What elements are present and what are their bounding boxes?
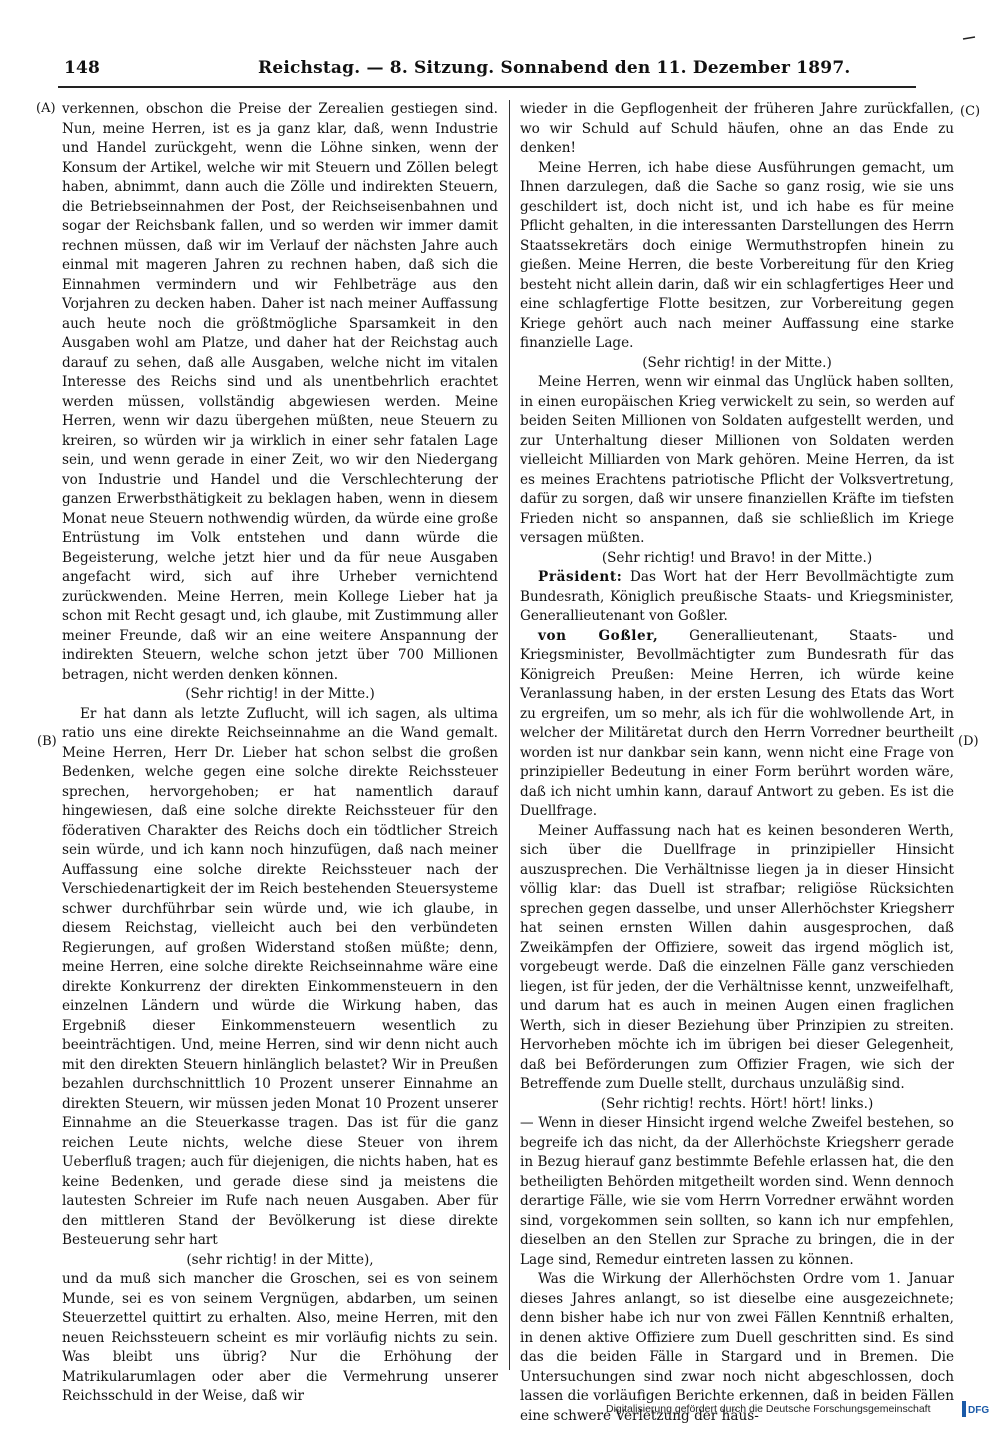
- speech-text: Das Wort hat der Herr Bevollmächtigte zum Bundesrath, Königlich preußische Staats- und Kriegsminister, Generallieutenant von Goßler.: [520, 569, 954, 624]
- column-rule: [509, 100, 510, 1370]
- paragraph: verkennen, obschon die Preise der Zerealien gestiegen sind. Nun, meine Herren, ist es ja ganz klar, daß, wenn Industrie und Handel zurückgeht, wenn die Löhne sinken, wenn der Konsum der Artikel, welche wir mit Steuern und Zöllen belegt haben, abnimmt, dann auch die Zölle und indirekten Steuern, die Betriebseinnahmen der Post, der Reichseisenbahnen und sogar der Reichsbank fallen, und so werden wir immer damit rechnen müssen, daß wir im Verlauf der nächsten Jahre auch einmal mit mageren Jahren zu rechnen haben, daß sich die Einnahmen vermindern und wir Fehlbeträge aus den Vorjahren zu decken haben. Daher ist nach meiner Auffassung auch heute noch die größtmögliche Sparsamkeit in den Ausgaben wohl am Platze, und daher hat der Reichstag auch darauf zu sehen, daß alle Ausgaben, welche nicht im vitalen Interesse des Reichs sind und als unentbehrlich erachtet werden müssen, vollständig abgewiesen werden. Meine Herren, wenn wir dazu übergehen müßten, neue Steuern zu kreiren, so würden wir ja wirklich in einer sehr fatalen Lage sein, und wenn gerade in einer Zeit, wo wir den Niedergang von Industrie und Handel und die Verschlechterung der ganzen Erwerbsthätigkeit zu beklagen haben, wenn in diesem Monat neue Steuern nothwendig würden, da würde eine große Entrüstung im Volk entstehen und dann würde die Begeisterung, welche jetzt hier und da für neue Ausgaben angefacht wird, sich auf ihre Urheber vernichtend zurückwenden. Meine Herren, mein Kollege Lieber hat ja schon mit Recht gesagt und, ich glaube, mit Zustimmung aller meiner Freunde, daß wir an eine weitere Anspannung der indirekten Steuern, welche schon jetzt über 700 Millionen betragen, nicht werden denken können.: [62, 101, 498, 683]
- speaker-name: von Goßler,: [538, 627, 659, 644]
- paragraph: Was die Wirkung der Allerhöchsten Ordre vom 1. Januar dieses Jahres anlangt, so ist dieselbe eine ausgezeichnete; denn bisher habe ich nur von zwei Fällen Kenntniß erhalten, in denen aktive Offiziere zum Duell geschritten sind. Es sind das die beiden Fälle in Stargard und in Bremen. Die Untersuchungen sind zwar noch nicht abgeschlossen, doch lassen die vorläufigen Berichte erkennen, daß in beiden Fällen eine schwere Verletzung der häus-: [520, 1271, 954, 1424]
- margin-mark-a: (A): [36, 101, 56, 116]
- footer-credit: Digitalisierung gefördert durch die Deutsche Forschungsgemeinschaft: [606, 1403, 931, 1415]
- paragraph: Meiner Auffassung nach hat es keinen besonderen Werth, sich über die Duellfrage in prinzipieller Hinsicht auszusprechen. Die Verhältnisse liegen ja in dieser Hinsicht völlig klar: das Duell ist strafbar; religiöse Rücksichten sprechen gegen dasselbe, und unser Allerhöchster Kriegsherr hat seinen ernsten Willen dahin ausgesprochen, daß Zweikämpfen der Offiziere, soweit das irgend möglich ist, vorgebeugt werde. Daß die einzelnen Fälle ganz verschieden liegen, ist für jeden, der die Verhältnisse kennt, unzweifelhaft, und darum hat es auch in meinen Augen einen fraglichen Werth, sich in dieser Beziehung über Prinzipien zu streiten. Hervorheben möchte ich im übrigen bei dieser Gelegenheit, daß bei Beförderungen zum Offizier Fragen, wie sich der Betreffende zum Duelle stellt, durchaus unzuläßig sind.: [520, 822, 954, 1092]
- paragraph: und da muß sich mancher die Groschen, sei es von seinem Munde, sei es von seinem Vergnügen, abdarben, um seinen Steuerzettel quittirt zu erhalten. Also, meine Herren, mit den neuen Reichssteuern scheint es mir vorläufig nichts zu sein. Was bleibt uns übrig? Nur die Erhöhung der Matrikularumlagen oder aber die Vermehrung unserer Reichsschuld in der Weise, daß wir: [62, 1271, 498, 1404]
- svg-text:DFG: DFG: [968, 1405, 990, 1416]
- page-header: [58, 54, 918, 82]
- header-rule: [58, 86, 916, 88]
- margin-mark-c: (C): [960, 104, 981, 119]
- speech-text: Generallieutenant, Staats- und Kriegsminister, Bevollmächtigter zum Bundesrath für das Königreich Preußen: Meine Herren, ich würde keine Veranlassung haben, in der ersten Lesung des Etats das Wort zu ergreifen, um so mehr, als ich für die wohlwollende Art, in welcher der Militäretat durch den Herrn Vorredner beurtheilt worden ist nur dankbar sein kann, wenn nicht eine Frage von prinzipieller Bedeutung in einer Form berührt worden wäre, daß ich nicht umhin kann, darauf Antwort zu geben. Es ist die Duellfrage.: [520, 627, 954, 819]
- speaker-paragraph: [520, 568, 954, 627]
- header-title: Reichstag. — 8. Sitzung. Sonnabend den 11. Dezember 1897.: [258, 58, 851, 78]
- page-number: 148: [64, 58, 101, 78]
- margin-mark-b: (B): [37, 734, 57, 749]
- paragraph: Meine Herren, wenn wir einmal das Unglück haben sollten, in einen europäischen Krieg verwickelt zu sein, so werden auf beiden Seiten Millionen von Soldaten aufgestellt werden, und zur Unterhaltung dieser Millionen von Soldaten werden vielleicht Milliarden von Mark gehören. Meine Herren, da ist es meines Erachtens patriotische Pflicht der Volksvertretung, dafür zu sorgen, daß wir unsere finanziellen Kräfte im tiefsten Frieden nicht so anspannen, daß sie schließlich im Kriege versagen müßten.: [520, 374, 954, 546]
- interjection: (Sehr richtig! in der Mitte.): [642, 354, 832, 371]
- right-column: [520, 100, 954, 1426]
- paragraph: Er hat dann als letzte Zuflucht, will ich sagen, als ultima ratio uns eine direkte Reichseinnahme an die Wand gemalt. Meine Herren, Herr Dr. Lieber hat schon selbst die großen Bedenken, welche gegen eine solche direkte Reichssteuer sprechen, hervorgehoben; er hat namentlich darauf hingewiesen, daß eine solche direkte Reichssteuer für den föderativen Charakter des Reichs doch ein tödtlicher Streich sein würde, und ich kann noch hinzufügen, daß nach meiner Auffassung eine solche direkte Reichssteuer nach der Verschiedenartigkeit der im Reich bestehenden Steuersysteme schwer durchführbar sein würde und, wie ich glaube, in diesem Reichstag, vielleicht auch bei den verbündeten Regierungen, auf großen Widerstand stoßen müßte; denn, meine Herren, eine solche direkte Reichseinnahme wäre eine direkte Konkurrenz der direkten Einkommensteuern in den einzelnen Ländern und würde die Wirkung haben, das Ergebniß dieser Einkommensteuern wesentlich zu beeinträchtigen. Und, meine Herren, sind wir denn nicht auch mit den direkten Steuern hinlänglich belastet? Wir in Preußen bezahlen durchschnittlich 10 Prozent unserer Einnahme an direkten Steuern, wir müssen jeden Monat 10 Prozent unserer Einnahme an die Steuerkasse tragen. Das ist für die ganz reichen Leute nichts, welche diese Steuer von ihrem Ueberfluß tragen; auch für diejenigen, die nichts haben, hat es keine Bedenken, und gerade diese sind ja meistens die lautesten Schreier im Rufe nach neuen Ausgaben. Aber für den mittleren Stand der Bevölkerung ist diese direkte Besteuerung sehr hart: [62, 705, 498, 1248]
- corner-mark: [962, 36, 976, 40]
- interjection: (Sehr richtig! und Bravo! in der Mitte.): [601, 549, 873, 566]
- dfg-logo-icon: [961, 1400, 991, 1418]
- left-column: [62, 100, 498, 1407]
- margin-mark-d: (D): [958, 734, 979, 749]
- paragraph: wieder in die Gepflogenheit der früheren Jahre zurückfallen, wo wir Schuld auf Schuld häufen, ohne an das Ende zu denken!: [520, 101, 954, 156]
- footer: [606, 1400, 996, 1422]
- speaker-name: Präsident:: [538, 569, 623, 585]
- interjection: (sehr richtig! in der Mitte),: [186, 1251, 374, 1268]
- interjection: (Sehr richtig! rechts. Hört! hört! links.): [600, 1095, 874, 1112]
- paragraph: — Wenn in dieser Hinsicht irgend welche Zweifel bestehen, so begreife ich das nicht, da der Allerhöchste Kriegsherr gerade in Bezug hierauf ganz bestimmte Befehle erlassen hat, die den betheiligten Behörden mitgetheilt worden sind. Wenn dennoch derartige Fälle, wie sie vom Herrn Vorredner erwähnt worden sind, vorgekommen sein sollten, so kann ich nur empfehlen, dieselben an den Stellen zur Sprache zu bringen, die in der Lage sind, Remedur eintreten lassen zu können.: [520, 1115, 954, 1268]
- paragraph: Meine Herren, ich habe diese Ausführungen gemacht, um Ihnen darzulegen, daß die Sache so ganz rosig, wie sie uns geschildert ist, doch nicht ist, und ich habe es für meine Pflicht gehalten, in die interessanten Darstellungen des Herrn Staatssekretärs doch einige Wermuthstropfen hinein zu gießen. Meine Herren, die beste Vorbereitung für den Krieg besteht nicht allein darin, daß wir ein schlagfertiges Heer und eine schlagfertige Flotte besitzen, zur Vorbereitung gegen Kriege gehört auch nach meiner Auffassung eine starke finanzielle Lage.: [520, 159, 954, 351]
- interjection: (Sehr richtig! in der Mitte.): [185, 686, 375, 702]
- speaker-paragraph: [520, 627, 954, 822]
